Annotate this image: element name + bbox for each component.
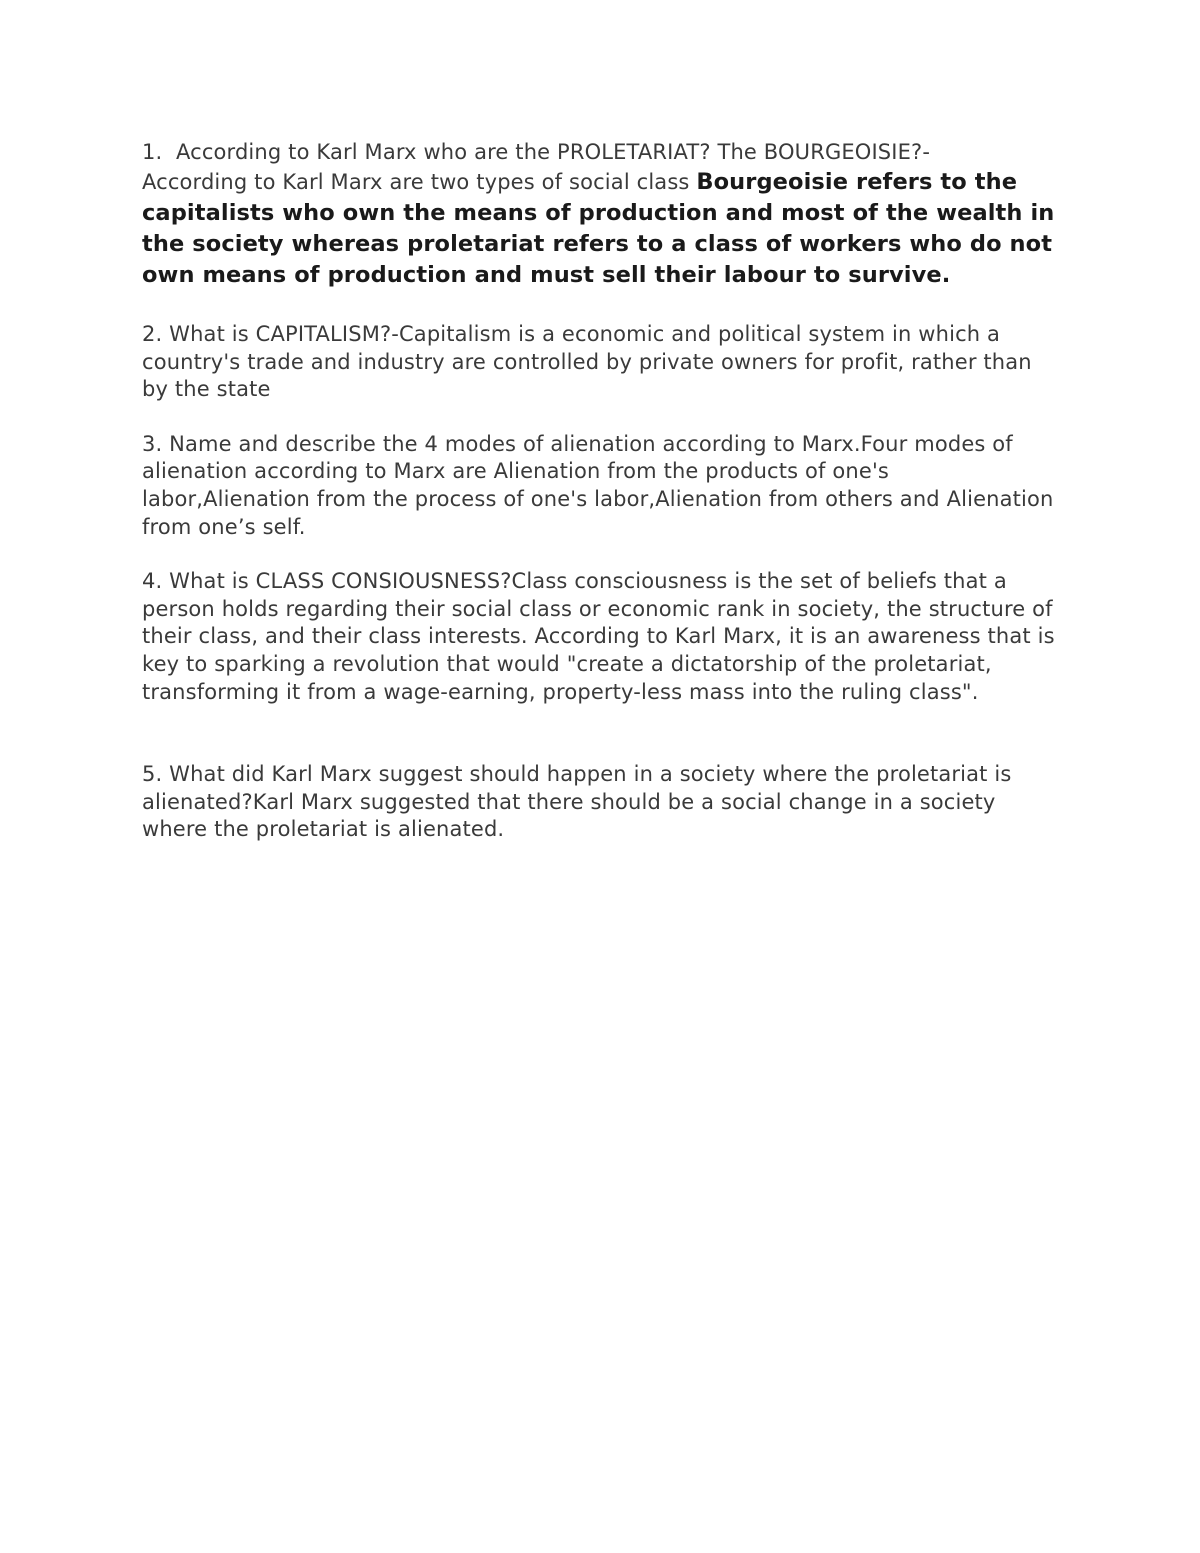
question-5-text: What did Karl Marx suggest should happen in a society where the proletariat is alienated?Karl Marx suggested that there should be a social change in a society where the proletariat is alienated. (142, 762, 1012, 842)
question-1-answer-bold: Bourgeoisie refers to the capitalists who own the means of production and most of the wealth in the society whereas proletariat refers to a class of workers who do not own means of production and must sell their labour to survive. (142, 169, 1055, 288)
question-2-number: 2. (142, 322, 163, 346)
document-body (142, 138, 1062, 844)
question-1 (142, 138, 1062, 291)
question-4-text: What is CLASS CONSIOUSNESS?Class consciousness is the set of beliefs that a person holds regarding their social class or economic rank in society, the structure of their class, and their class interests. According to Karl Marx, it is an awareness that is key to sparking a revolution that would "create a dictatorship of the proletariat, transforming it from a wage-earning, property-less mass into the ruling class". (142, 569, 1055, 704)
question-4-number: 4. (142, 569, 163, 594)
question-3-number: 3. (142, 431, 163, 456)
question-1-prompt: According to Karl Marx who are the PROLETARIAT? The BOURGEOISIE?- (176, 140, 931, 164)
question-2 (142, 321, 1062, 404)
question-4 (142, 568, 1062, 706)
question-1-answer: According to Karl Marx are two types of social class (142, 170, 697, 194)
question-3 (142, 431, 1062, 541)
question-5-number: 5. (142, 762, 163, 787)
question-2-text: What is CAPITALISM?-Capitalism is a economic and political system in which a country's trade and industry are controlled by private owners for profit, rather than by the state (142, 322, 1032, 402)
question-1-number: 1. (142, 140, 163, 164)
question-3-text: Name and describe the 4 modes of alienation according to Marx.Four modes of alienation according to Marx are Alienation from the products of one's labor,Alienation from the process of one's labor,Alienation from others and Alienation from one’s self. (142, 431, 1054, 539)
question-5 (142, 761, 1062, 844)
